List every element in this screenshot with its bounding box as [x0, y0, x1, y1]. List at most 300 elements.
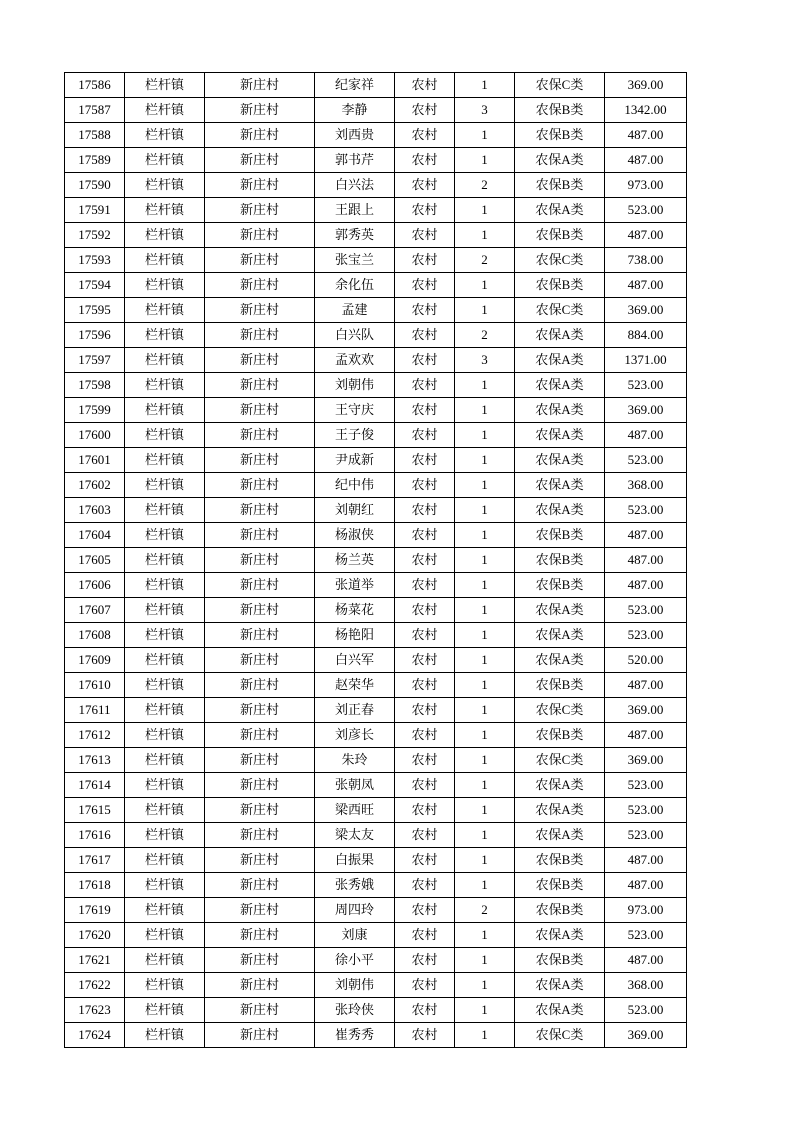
cell-serial: 17586 [65, 73, 125, 98]
cell-count: 1 [455, 423, 515, 448]
cell-amount: 487.00 [605, 123, 687, 148]
cell-town: 栏杆镇 [125, 798, 205, 823]
cell-amount: 487.00 [605, 723, 687, 748]
cell-village: 新庄村 [205, 973, 315, 998]
cell-village: 新庄村 [205, 898, 315, 923]
cell-category: 农保B类 [515, 673, 605, 698]
table-row [65, 798, 687, 823]
cell-residence: 农村 [395, 173, 455, 198]
cell-town: 栏杆镇 [125, 698, 205, 723]
table-row [65, 873, 687, 898]
cell-amount: 487.00 [605, 573, 687, 598]
cell-residence: 农村 [395, 873, 455, 898]
cell-town: 栏杆镇 [125, 198, 205, 223]
cell-serial: 17609 [65, 648, 125, 673]
cell-name: 刘正春 [315, 698, 395, 723]
cell-residence: 农村 [395, 248, 455, 273]
cell-category: 农保A类 [515, 773, 605, 798]
table-row [65, 848, 687, 873]
cell-town: 栏杆镇 [125, 723, 205, 748]
cell-name: 张宝兰 [315, 248, 395, 273]
cell-town: 栏杆镇 [125, 1023, 205, 1048]
cell-category: 农保C类 [515, 1023, 605, 1048]
cell-town: 栏杆镇 [125, 273, 205, 298]
cell-amount: 523.00 [605, 823, 687, 848]
table-row [65, 448, 687, 473]
cell-name: 余化伍 [315, 273, 395, 298]
cell-serial: 17589 [65, 148, 125, 173]
cell-count: 1 [455, 498, 515, 523]
cell-amount: 487.00 [605, 148, 687, 173]
cell-serial: 17593 [65, 248, 125, 273]
table-row [65, 973, 687, 998]
cell-count: 1 [455, 948, 515, 973]
cell-category: 农保A类 [515, 423, 605, 448]
cell-category: 农保A类 [515, 373, 605, 398]
cell-amount: 1371.00 [605, 348, 687, 373]
cell-village: 新庄村 [205, 823, 315, 848]
cell-serial: 17591 [65, 198, 125, 223]
cell-amount: 523.00 [605, 498, 687, 523]
cell-serial: 17615 [65, 798, 125, 823]
cell-count: 1 [455, 198, 515, 223]
cell-category: 农保A类 [515, 498, 605, 523]
cell-count: 1 [455, 73, 515, 98]
cell-category: 农保A类 [515, 598, 605, 623]
table-row [65, 773, 687, 798]
table-row [65, 648, 687, 673]
cell-count: 1 [455, 623, 515, 648]
cell-name: 张秀娥 [315, 873, 395, 898]
cell-town: 栏杆镇 [125, 98, 205, 123]
cell-amount: 369.00 [605, 1023, 687, 1048]
cell-category: 农保A类 [515, 973, 605, 998]
cell-name: 梁西旺 [315, 798, 395, 823]
cell-residence: 农村 [395, 748, 455, 773]
cell-village: 新庄村 [205, 598, 315, 623]
cell-category: 农保B类 [515, 548, 605, 573]
cell-count: 1 [455, 573, 515, 598]
cell-town: 栏杆镇 [125, 148, 205, 173]
cell-town: 栏杆镇 [125, 323, 205, 348]
table-row [65, 148, 687, 173]
cell-amount: 369.00 [605, 298, 687, 323]
cell-count: 1 [455, 698, 515, 723]
cell-amount: 523.00 [605, 198, 687, 223]
cell-name: 王子俊 [315, 423, 395, 448]
cell-town: 栏杆镇 [125, 123, 205, 148]
cell-name: 张朝凤 [315, 773, 395, 798]
cell-name: 杨淑侠 [315, 523, 395, 548]
table-row [65, 98, 687, 123]
table-row [65, 173, 687, 198]
cell-amount: 973.00 [605, 173, 687, 198]
cell-serial: 17597 [65, 348, 125, 373]
cell-category: 农保B类 [515, 223, 605, 248]
cell-amount: 523.00 [605, 773, 687, 798]
table-row [65, 698, 687, 723]
cell-residence: 农村 [395, 848, 455, 873]
cell-town: 栏杆镇 [125, 998, 205, 1023]
cell-town: 栏杆镇 [125, 223, 205, 248]
cell-count: 1 [455, 673, 515, 698]
cell-village: 新庄村 [205, 223, 315, 248]
cell-town: 栏杆镇 [125, 948, 205, 973]
cell-town: 栏杆镇 [125, 423, 205, 448]
cell-amount: 487.00 [605, 423, 687, 448]
cell-town: 栏杆镇 [125, 373, 205, 398]
cell-name: 刘朝伟 [315, 373, 395, 398]
cell-residence: 农村 [395, 148, 455, 173]
cell-residence: 农村 [395, 648, 455, 673]
cell-serial: 17618 [65, 873, 125, 898]
cell-category: 农保A类 [515, 623, 605, 648]
cell-count: 1 [455, 373, 515, 398]
cell-serial: 17604 [65, 523, 125, 548]
cell-count: 1 [455, 848, 515, 873]
cell-amount: 368.00 [605, 973, 687, 998]
cell-count: 1 [455, 298, 515, 323]
cell-name: 孟欢欢 [315, 348, 395, 373]
cell-category: 农保C类 [515, 698, 605, 723]
cell-residence: 农村 [395, 773, 455, 798]
cell-town: 栏杆镇 [125, 923, 205, 948]
records-table [64, 72, 687, 1048]
cell-residence: 农村 [395, 98, 455, 123]
cell-name: 刘西贵 [315, 123, 395, 148]
cell-category: 农保A类 [515, 998, 605, 1023]
cell-serial: 17602 [65, 473, 125, 498]
cell-residence: 农村 [395, 423, 455, 448]
cell-count: 1 [455, 873, 515, 898]
cell-count: 3 [455, 98, 515, 123]
cell-village: 新庄村 [205, 773, 315, 798]
cell-name: 杨菜花 [315, 598, 395, 623]
cell-village: 新庄村 [205, 348, 315, 373]
cell-town: 栏杆镇 [125, 348, 205, 373]
cell-name: 白兴队 [315, 323, 395, 348]
cell-serial: 17587 [65, 98, 125, 123]
table-row [65, 223, 687, 248]
cell-count: 1 [455, 998, 515, 1023]
table-row [65, 623, 687, 648]
cell-serial: 17623 [65, 998, 125, 1023]
cell-name: 纪中伟 [315, 473, 395, 498]
cell-village: 新庄村 [205, 623, 315, 648]
cell-count: 1 [455, 398, 515, 423]
cell-residence: 农村 [395, 323, 455, 348]
cell-residence: 农村 [395, 948, 455, 973]
cell-category: 农保B类 [515, 723, 605, 748]
cell-name: 王守庆 [315, 398, 395, 423]
cell-name: 白兴法 [315, 173, 395, 198]
cell-name: 白兴军 [315, 648, 395, 673]
cell-category: 农保A类 [515, 798, 605, 823]
table-row [65, 73, 687, 98]
cell-serial: 17599 [65, 398, 125, 423]
cell-serial: 17603 [65, 498, 125, 523]
cell-town: 栏杆镇 [125, 473, 205, 498]
cell-village: 新庄村 [205, 798, 315, 823]
cell-name: 白振果 [315, 848, 395, 873]
cell-town: 栏杆镇 [125, 398, 205, 423]
cell-serial: 17619 [65, 898, 125, 923]
cell-town: 栏杆镇 [125, 573, 205, 598]
table-row [65, 348, 687, 373]
table-row [65, 523, 687, 548]
cell-count: 2 [455, 323, 515, 348]
cell-town: 栏杆镇 [125, 173, 205, 198]
cell-village: 新庄村 [205, 648, 315, 673]
table-row [65, 323, 687, 348]
cell-village: 新庄村 [205, 473, 315, 498]
cell-category: 农保B类 [515, 873, 605, 898]
cell-town: 栏杆镇 [125, 973, 205, 998]
cell-amount: 523.00 [605, 998, 687, 1023]
cell-town: 栏杆镇 [125, 623, 205, 648]
cell-residence: 农村 [395, 923, 455, 948]
cell-serial: 17595 [65, 298, 125, 323]
cell-village: 新庄村 [205, 498, 315, 523]
cell-name: 刘彦长 [315, 723, 395, 748]
cell-village: 新庄村 [205, 723, 315, 748]
cell-amount: 884.00 [605, 323, 687, 348]
cell-amount: 523.00 [605, 598, 687, 623]
cell-serial: 17588 [65, 123, 125, 148]
table-row [65, 473, 687, 498]
cell-serial: 17592 [65, 223, 125, 248]
cell-count: 1 [455, 123, 515, 148]
table-row [65, 373, 687, 398]
cell-name: 刘朝伟 [315, 973, 395, 998]
cell-town: 栏杆镇 [125, 548, 205, 573]
cell-amount: 487.00 [605, 948, 687, 973]
cell-name: 孟建 [315, 298, 395, 323]
cell-residence: 农村 [395, 573, 455, 598]
cell-name: 杨艳阳 [315, 623, 395, 648]
cell-village: 新庄村 [205, 998, 315, 1023]
table-row [65, 248, 687, 273]
cell-serial: 17606 [65, 573, 125, 598]
cell-residence: 农村 [395, 448, 455, 473]
cell-residence: 农村 [395, 298, 455, 323]
cell-name: 张玲侠 [315, 998, 395, 1023]
cell-count: 1 [455, 773, 515, 798]
cell-town: 栏杆镇 [125, 448, 205, 473]
cell-residence: 农村 [395, 698, 455, 723]
cell-village: 新庄村 [205, 848, 315, 873]
cell-name: 徐小平 [315, 948, 395, 973]
table-row [65, 498, 687, 523]
cell-serial: 17596 [65, 323, 125, 348]
cell-amount: 523.00 [605, 448, 687, 473]
cell-serial: 17614 [65, 773, 125, 798]
cell-category: 农保B类 [515, 848, 605, 873]
cell-residence: 农村 [395, 223, 455, 248]
cell-village: 新庄村 [205, 698, 315, 723]
table-row [65, 573, 687, 598]
cell-name: 尹成新 [315, 448, 395, 473]
cell-village: 新庄村 [205, 98, 315, 123]
table-row [65, 123, 687, 148]
cell-name: 纪家祥 [315, 73, 395, 98]
cell-category: 农保A类 [515, 323, 605, 348]
cell-village: 新庄村 [205, 173, 315, 198]
cell-village: 新庄村 [205, 948, 315, 973]
cell-category: 农保A类 [515, 648, 605, 673]
cell-village: 新庄村 [205, 373, 315, 398]
cell-name: 朱玲 [315, 748, 395, 773]
cell-village: 新庄村 [205, 873, 315, 898]
cell-residence: 农村 [395, 498, 455, 523]
cell-category: 农保C类 [515, 298, 605, 323]
cell-town: 栏杆镇 [125, 898, 205, 923]
table-row [65, 673, 687, 698]
cell-category: 农保B类 [515, 898, 605, 923]
cell-name: 郭秀英 [315, 223, 395, 248]
cell-name: 崔秀秀 [315, 1023, 395, 1048]
cell-town: 栏杆镇 [125, 298, 205, 323]
cell-name: 杨兰英 [315, 548, 395, 573]
cell-residence: 农村 [395, 898, 455, 923]
table-row [65, 923, 687, 948]
cell-category: 农保B类 [515, 573, 605, 598]
cell-count: 1 [455, 273, 515, 298]
cell-category: 农保A类 [515, 923, 605, 948]
table-row [65, 748, 687, 773]
cell-village: 新庄村 [205, 448, 315, 473]
cell-amount: 738.00 [605, 248, 687, 273]
cell-category: 农保A类 [515, 448, 605, 473]
cell-town: 栏杆镇 [125, 73, 205, 98]
table-row [65, 548, 687, 573]
cell-serial: 17612 [65, 723, 125, 748]
cell-count: 1 [455, 448, 515, 473]
cell-village: 新庄村 [205, 323, 315, 348]
cell-serial: 17624 [65, 1023, 125, 1048]
cell-category: 农保C类 [515, 73, 605, 98]
cell-serial: 17605 [65, 548, 125, 573]
cell-residence: 农村 [395, 598, 455, 623]
cell-residence: 农村 [395, 523, 455, 548]
cell-count: 1 [455, 823, 515, 848]
cell-village: 新庄村 [205, 423, 315, 448]
cell-category: 农保B类 [515, 948, 605, 973]
cell-village: 新庄村 [205, 923, 315, 948]
cell-amount: 523.00 [605, 373, 687, 398]
cell-serial: 17594 [65, 273, 125, 298]
cell-village: 新庄村 [205, 248, 315, 273]
cell-category: 农保A类 [515, 473, 605, 498]
cell-amount: 973.00 [605, 898, 687, 923]
cell-count: 2 [455, 173, 515, 198]
cell-town: 栏杆镇 [125, 873, 205, 898]
cell-residence: 农村 [395, 673, 455, 698]
cell-category: 农保A类 [515, 348, 605, 373]
cell-category: 农保B类 [515, 123, 605, 148]
cell-amount: 369.00 [605, 748, 687, 773]
cell-town: 栏杆镇 [125, 848, 205, 873]
cell-serial: 17611 [65, 698, 125, 723]
cell-count: 1 [455, 523, 515, 548]
cell-town: 栏杆镇 [125, 523, 205, 548]
cell-amount: 1342.00 [605, 98, 687, 123]
cell-town: 栏杆镇 [125, 773, 205, 798]
cell-residence: 农村 [395, 798, 455, 823]
cell-serial: 17600 [65, 423, 125, 448]
cell-residence: 农村 [395, 373, 455, 398]
cell-count: 1 [455, 748, 515, 773]
cell-residence: 农村 [395, 348, 455, 373]
cell-count: 2 [455, 248, 515, 273]
cell-name: 李静 [315, 98, 395, 123]
cell-count: 1 [455, 648, 515, 673]
cell-residence: 农村 [395, 73, 455, 98]
cell-village: 新庄村 [205, 523, 315, 548]
table-row [65, 273, 687, 298]
cell-village: 新庄村 [205, 198, 315, 223]
cell-count: 3 [455, 348, 515, 373]
cell-residence: 农村 [395, 723, 455, 748]
table-body [65, 73, 687, 1048]
cell-category: 农保C类 [515, 248, 605, 273]
cell-category: 农保A类 [515, 148, 605, 173]
cell-residence: 农村 [395, 123, 455, 148]
cell-village: 新庄村 [205, 548, 315, 573]
cell-count: 1 [455, 798, 515, 823]
cell-amount: 523.00 [605, 798, 687, 823]
table-row [65, 423, 687, 448]
cell-serial: 17607 [65, 598, 125, 623]
cell-amount: 523.00 [605, 923, 687, 948]
table-row [65, 398, 687, 423]
cell-name: 周四玲 [315, 898, 395, 923]
cell-town: 栏杆镇 [125, 648, 205, 673]
cell-residence: 农村 [395, 1023, 455, 1048]
cell-village: 新庄村 [205, 123, 315, 148]
cell-category: 农保A类 [515, 398, 605, 423]
cell-serial: 17621 [65, 948, 125, 973]
cell-count: 1 [455, 1023, 515, 1048]
cell-residence: 农村 [395, 823, 455, 848]
cell-village: 新庄村 [205, 748, 315, 773]
cell-village: 新庄村 [205, 1023, 315, 1048]
cell-count: 1 [455, 223, 515, 248]
cell-count: 2 [455, 898, 515, 923]
table-row [65, 723, 687, 748]
cell-town: 栏杆镇 [125, 598, 205, 623]
cell-amount: 487.00 [605, 673, 687, 698]
cell-category: 农保B类 [515, 98, 605, 123]
cell-village: 新庄村 [205, 673, 315, 698]
cell-count: 1 [455, 148, 515, 173]
cell-amount: 523.00 [605, 623, 687, 648]
cell-village: 新庄村 [205, 573, 315, 598]
cell-amount: 487.00 [605, 873, 687, 898]
cell-village: 新庄村 [205, 298, 315, 323]
cell-serial: 17610 [65, 673, 125, 698]
table-row [65, 598, 687, 623]
table-row [65, 998, 687, 1023]
cell-amount: 520.00 [605, 648, 687, 673]
cell-residence: 农村 [395, 973, 455, 998]
table-row [65, 898, 687, 923]
cell-village: 新庄村 [205, 73, 315, 98]
cell-count: 1 [455, 473, 515, 498]
cell-serial: 17608 [65, 623, 125, 648]
cell-name: 刘康 [315, 923, 395, 948]
cell-residence: 农村 [395, 623, 455, 648]
